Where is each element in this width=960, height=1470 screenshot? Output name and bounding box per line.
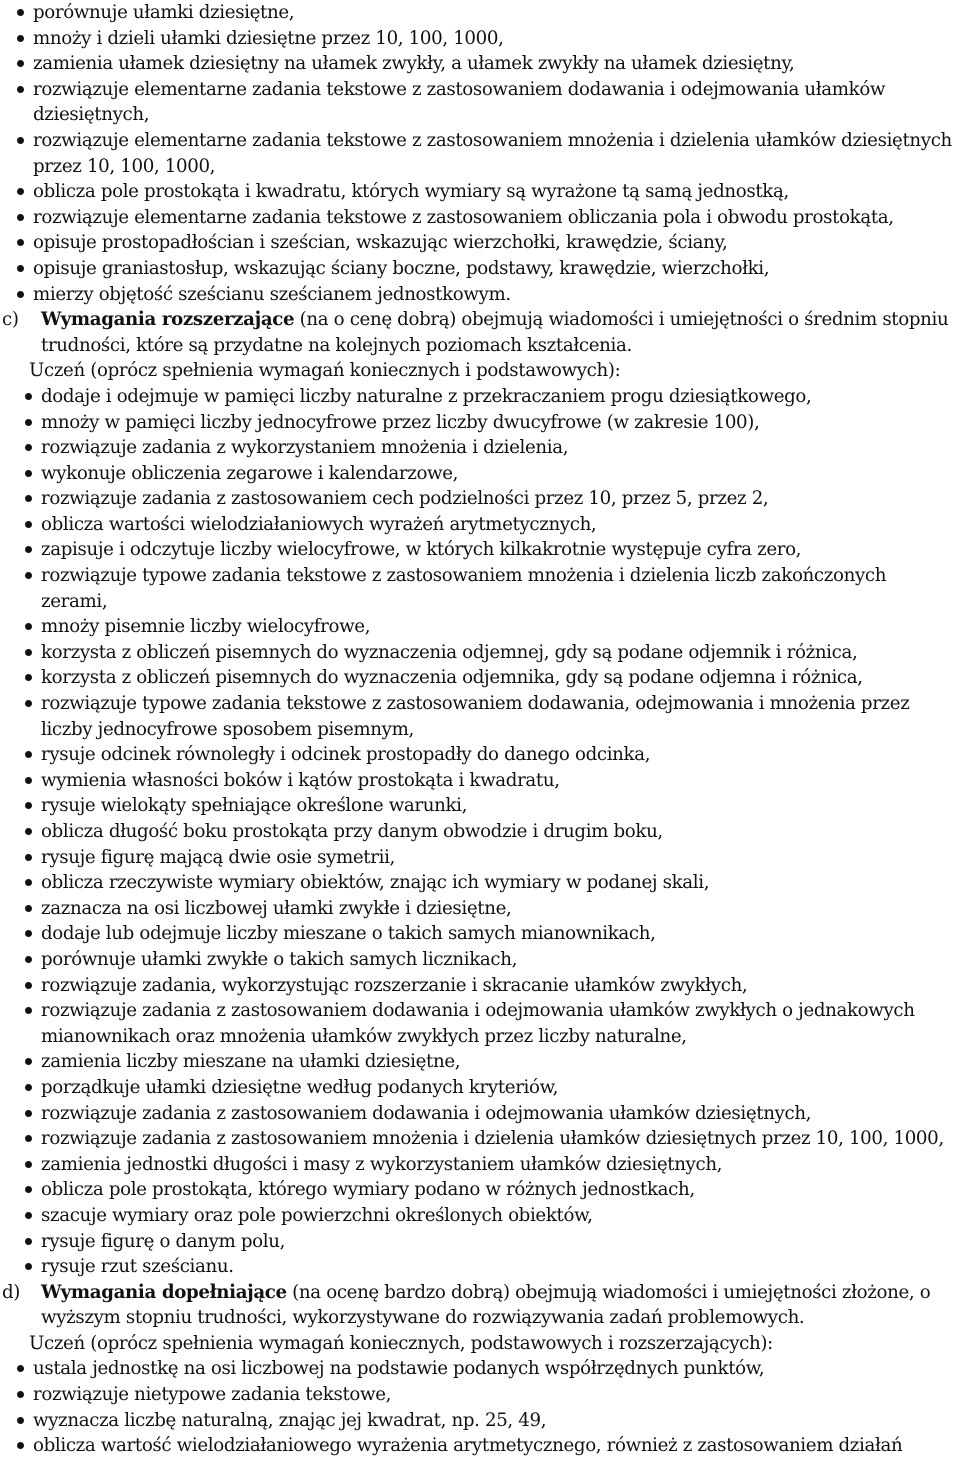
list-item: [0, 1254, 960, 1280]
bullet-icon: [17, 137, 24, 144]
list-item: [0, 1075, 960, 1101]
list-item: [0, 1152, 960, 1178]
list-item-text: rozwiązuje zadania, wykorzystując rozszerzanie i skracanie ułamków zwykłych,: [41, 974, 748, 996]
list-item-text: porównuje ułamki zwykłe o takich samych licznikach,: [41, 948, 518, 970]
list-item-text: rozwiązuje typowe zadania tekstowe z zastosowaniem mnożenia i dzielenia liczb zakończonych zerami,: [41, 565, 887, 612]
bullet-icon: [25, 393, 32, 400]
list-item: [0, 563, 960, 614]
bullet-icon: [25, 1161, 32, 1168]
bullet-icon: [25, 470, 32, 477]
bullet-icon: [25, 879, 32, 886]
skills-list-basic: [0, 0, 960, 307]
list-item: [0, 1049, 960, 1075]
bullet-icon: [25, 1238, 32, 1245]
list-item: [0, 51, 960, 77]
list-item-text: rozwiązuje zadania z zastosowaniem dodawania i odejmowania ułamków dziesiętnych,: [41, 1102, 812, 1124]
bullet-icon: [17, 214, 24, 221]
intro-text: Uczeń (oprócz spełnienia wymagań koniecznych, podstawowych i rozszerzających):: [29, 1332, 773, 1354]
list-item: [0, 230, 960, 256]
bullet-icon: [17, 35, 24, 42]
bullet-icon: [17, 239, 24, 246]
list-item-text: porównuje ułamki dziesiętne,: [33, 2, 295, 23]
list-item-text: oblicza pole prostokąta i kwadratu, których wymiary są wyrażone tą samą jednostką,: [33, 181, 789, 203]
section-intro: [0, 1331, 960, 1357]
list-item-text: opisuje graniastosłup, wskazując ściany boczne, podstawy, krawędzie, wierzchołki,: [33, 257, 770, 279]
list-item-text: rozwiązuje elementarne zadania tekstowe z zastosowaniem mnożenia i dzielenia ułamków dziesiętnych przez 10, 100, 1000,: [33, 129, 952, 177]
list-item-text: oblicza wartość wielodziałaniowego wyrażenia arytmetycznego, również z zastosowaniem działań: [33, 1435, 903, 1457]
bullet-icon: [17, 188, 24, 195]
list-item-text: rozwiązuje nietypowe zadania tekstowe,: [33, 1384, 392, 1406]
list-item: [0, 26, 960, 52]
bullet-icon: [25, 1212, 32, 1219]
list-item: [0, 819, 960, 845]
bullet-icon: [25, 828, 32, 835]
intro-text: Uczeń (oprócz spełnienia wymagań koniecznych i podstawowych):: [29, 360, 621, 382]
list-item-text: rozwiązuje zadania z zastosowaniem dodawania i odejmowania ułamków zwykłych o jednakowych mianownikach oraz mnożenia ułamków zwykłych przez liczby naturalne,: [41, 1000, 915, 1047]
list-item: [0, 256, 960, 282]
list-item: [0, 1229, 960, 1255]
bullet-icon: [17, 1442, 24, 1449]
list-item-text: rysuje figurę mającą dwie osie symetrii,: [41, 846, 395, 868]
list-item-text: wykonuje obliczenia zegarowe i kalendarzowe,: [41, 462, 459, 484]
list-item-text: rozwiązuje elementarne zadania tekstowe z zastosowaniem dodawania i odejmowania ułamków dziesiętnych,: [33, 78, 886, 126]
list-item: [0, 77, 960, 128]
bullet-icon: [25, 419, 32, 426]
list-item-text: oblicza wartości wielodziałaniowych wyrażeń arytmetycznych,: [41, 513, 597, 535]
bullet-icon: [17, 1391, 24, 1398]
section-c: [0, 307, 960, 358]
list-item-text: oblicza rzeczywiste wymiary obiektów, znając ich wymiary w podanej skali,: [41, 872, 710, 894]
section-description: (na ocenę bardzo dobrą) obejmują wiadomości i umiejętności złożone, o wyższym stopniu trudności, wykorzystywane do rozwiązywania zadań problemowych.: [41, 1281, 931, 1329]
bullet-icon: [25, 674, 32, 681]
bullet-icon: [17, 86, 24, 93]
list-item-text: rysuje wielokąty spełniające określone warunki,: [41, 795, 468, 817]
list-item: [0, 1177, 960, 1203]
list-item: [0, 896, 960, 922]
list-item: [0, 282, 960, 308]
list-item-text: oblicza długość boku prostokąta przy danym obwodzie i drugim boku,: [41, 821, 663, 842]
list-item: [0, 845, 960, 871]
bullet-icon: [25, 905, 32, 912]
bullet-icon: [25, 521, 32, 528]
section-description: (na o cenę dobrą) obejmują wiadomości i umiejętności o średnim stopniu trudności, które są przydatne na kolejnych poziomach kształcenia.: [41, 309, 949, 356]
list-item: [0, 665, 960, 691]
list-item-text: mierzy objętość sześcianu sześcianem jednostkowym.: [33, 283, 511, 305]
bullet-icon: [25, 1110, 32, 1117]
list-item-text: mnoży w pamięci liczby jednocyfrowe przez liczby dwucyfrowe (w zakresie 100),: [41, 411, 760, 433]
list-item-text: zamienia jednostki długości i masy z wykorzystaniem ułamków dziesiętnych,: [41, 1153, 723, 1175]
list-item: [0, 1356, 960, 1382]
skills-list-complementary: [0, 1356, 960, 1458]
section-letter: c): [2, 309, 19, 331]
section-title: Wymagania rozszerzające: [41, 309, 295, 331]
section-letter: d): [2, 1281, 21, 1303]
list-item-text: mnoży i dzieli ułamki dziesiętne przez 10, 100, 1000,: [33, 27, 504, 49]
list-item: [0, 1433, 960, 1459]
list-item-text: rysuje figurę o danym polu,: [41, 1230, 286, 1252]
bullet-icon: [25, 802, 32, 809]
list-item-text: oblicza pole prostokąta, którego wymiary podano w różnych jednostkach,: [41, 1179, 695, 1201]
list-item-text: rozwiązuje zadania z wykorzystaniem mnożenia i dzielenia,: [41, 437, 569, 459]
list-item-text: rozwiązuje zadania z zastosowaniem cech podzielności przez 10, przez 5, przez 2,: [41, 488, 769, 510]
bullet-icon: [25, 1084, 32, 1091]
skills-list-extended: [0, 384, 960, 1280]
list-item: [0, 1126, 960, 1152]
list-item: [0, 1382, 960, 1408]
list-item: [0, 691, 960, 742]
bullet-icon: [25, 572, 32, 579]
list-item: [0, 768, 960, 794]
list-item: [0, 179, 960, 205]
bullet-icon: [17, 1365, 24, 1372]
bullet-icon: [25, 444, 32, 451]
list-item: [0, 384, 960, 410]
list-item-text: rozwiązuje zadania z zastosowaniem mnożenia i dzielenia ułamków dziesiętnych przez 10, 100, 1000,: [41, 1128, 944, 1150]
bullet-icon: [25, 1135, 32, 1142]
bullet-icon: [17, 265, 24, 272]
bullet-icon: [25, 623, 32, 630]
bullet-icon: [25, 956, 32, 963]
list-item: [0, 1408, 960, 1434]
bullet-icon: [25, 546, 32, 553]
list-item: [0, 793, 960, 819]
bullet-icon: [25, 777, 32, 784]
list-item: [0, 640, 960, 666]
bullet-icon: [25, 930, 32, 937]
list-item-text: zaznacza na osi liczbowej ułamki zwykłe i dziesiętne,: [41, 897, 512, 919]
bullet-icon: [17, 291, 24, 298]
list-item: [0, 461, 960, 487]
list-item: [0, 1101, 960, 1127]
list-item-text: zamienia ułamek dziesiętny na ułamek zwykły, a ułamek zwykły na ułamek dziesiętny,: [33, 53, 795, 75]
list-item: [0, 410, 960, 436]
list-item: [0, 870, 960, 896]
list-item: [0, 614, 960, 640]
bullet-icon: [25, 1007, 32, 1014]
list-item-text: zamienia liczby mieszane na ułamki dziesiętne,: [41, 1051, 461, 1073]
list-item: [0, 537, 960, 563]
list-item: [0, 435, 960, 461]
list-item: [0, 998, 960, 1049]
list-item-text: zapisuje i odczytuje liczby wielocyfrowe, w których kilkakrotnie występuje cyfra zero,: [41, 539, 802, 561]
list-item: [0, 742, 960, 768]
section-d: [0, 1280, 960, 1331]
list-item: [0, 486, 960, 512]
list-item: [0, 0, 960, 26]
list-item-text: mnoży pisemnie liczby wielocyfrowe,: [41, 616, 371, 638]
bullet-icon: [17, 9, 24, 16]
list-item-text: dodaje lub odejmuje liczby mieszane o takich samych mianownikach,: [41, 923, 656, 945]
list-item-text: rysuje rzut sześcianu.: [41, 1256, 234, 1278]
list-item-text: rozwiązuje typowe zadania tekstowe z zastosowaniem dodawania, odejmowania i mnożenia przez liczby jednocyfrowe sposobem pisemnym,: [41, 693, 910, 740]
list-item: [0, 128, 960, 179]
bullet-icon: [25, 1058, 32, 1065]
list-item-text: szacuje wymiary oraz pole powierzchni określonych obiektów,: [41, 1204, 593, 1226]
bullet-icon: [17, 60, 24, 67]
list-item-text: rysuje odcinek równoległy i odcinek prostopadły do danego odcinka,: [41, 744, 651, 766]
list-item-text: korzysta z obliczeń pisemnych do wyznaczenia odjemnej, gdy są podane odjemnik i różnica,: [41, 641, 858, 663]
section-intro: [0, 358, 960, 384]
list-item: [0, 973, 960, 999]
bullet-icon: [25, 751, 32, 758]
bullet-icon: [25, 649, 32, 656]
section-title: Wymagania dopełniające: [41, 1281, 287, 1303]
bullet-icon: [25, 700, 32, 707]
bullet-icon: [25, 495, 32, 502]
list-item-text: ustala jednostkę na osi liczbowej na podstawie podanych współrzędnych punktów,: [33, 1358, 765, 1380]
list-item-text: wymienia własności boków i kątów prostokąta i kwadratu,: [41, 769, 560, 791]
bullet-icon: [25, 854, 32, 861]
list-item: [0, 205, 960, 231]
bullet-icon: [25, 1263, 32, 1270]
list-item-text: wyznacza liczbę naturalną, znając jej kwadrat, np. 25, 49,: [33, 1409, 547, 1431]
list-item: [0, 947, 960, 973]
list-item: [0, 1203, 960, 1229]
list-item: [0, 921, 960, 947]
list-item-text: dodaje i odejmuje w pamięci liczby naturalne z przekraczaniem progu dziesiątkowego,: [41, 385, 812, 407]
bullet-icon: [25, 982, 32, 989]
bullet-icon: [17, 1417, 24, 1424]
list-item-text: rozwiązuje elementarne zadania tekstowe z zastosowaniem obliczania pola i obwodu prostokąta,: [33, 206, 894, 228]
list-item-text: porządkuje ułamki dziesiętne według podanych kryteriów,: [41, 1076, 559, 1098]
list-item: [0, 512, 960, 538]
list-item-text: korzysta z obliczeń pisemnych do wyznaczenia odjemnika, gdy są podane odjemna i różnica,: [41, 667, 863, 689]
list-item-text: opisuje prostopadłościan i sześcian, wskazując wierzchołki, krawędzie, ściany,: [33, 232, 728, 254]
bullet-icon: [25, 1186, 32, 1193]
